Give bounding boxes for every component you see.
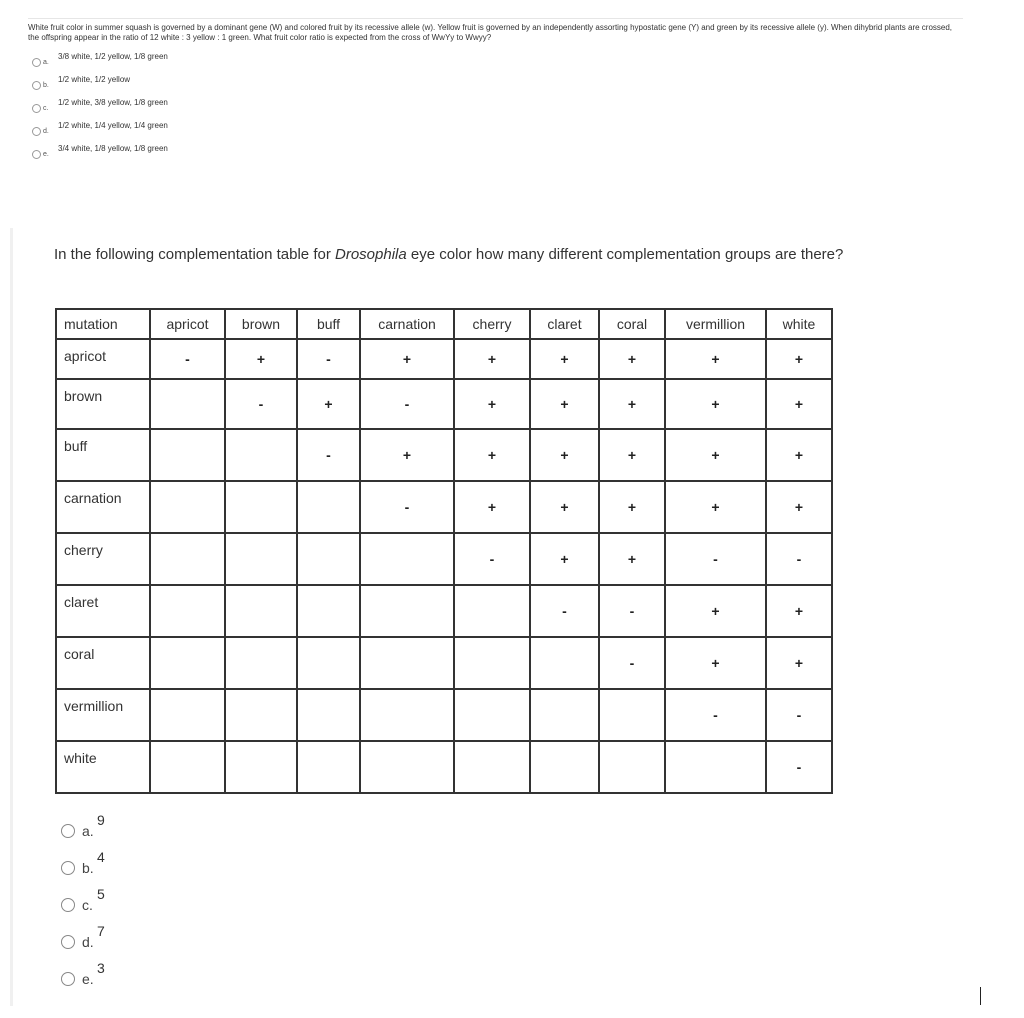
question-1-option-a[interactable] [28, 51, 963, 74]
table-row [56, 379, 832, 429]
table-cell: + [297, 379, 360, 429]
table-row [56, 741, 832, 793]
option-letter: e. [43, 151, 49, 158]
radio-button-e[interactable] [32, 150, 41, 159]
option-letter: c. [43, 105, 49, 112]
table-cell [360, 533, 454, 585]
column-header: claret [530, 309, 599, 339]
table-cell: + [665, 429, 766, 481]
question-2-text-before: In the following complementation table for [54, 246, 335, 263]
table-cell [360, 637, 454, 689]
table-cell: - [766, 689, 832, 741]
option-text[interactable]: 3/8 white, 1/2 yellow, 1/8 green [58, 52, 168, 61]
table-cell [225, 637, 297, 689]
row-label: brown [56, 379, 150, 429]
column-header: cherry [454, 309, 530, 339]
table-cell [599, 689, 665, 741]
table-cell: + [530, 339, 599, 379]
table-cell: - [530, 585, 599, 637]
question-1-option-e[interactable] [28, 143, 963, 166]
table-cell [150, 585, 225, 637]
table-cell: + [766, 379, 832, 429]
table-cell [360, 689, 454, 741]
table-cell [297, 637, 360, 689]
option-letter: b. [43, 82, 49, 89]
option-letter: a. [82, 823, 94, 839]
option-letter: c. [82, 897, 93, 913]
table-cell: + [454, 481, 530, 533]
question-2-text [54, 246, 843, 263]
option-text[interactable]: 5 [97, 886, 105, 902]
table-cell [297, 481, 360, 533]
table-cell [150, 379, 225, 429]
table-cell: + [599, 429, 665, 481]
table-cell [150, 533, 225, 585]
table-row [56, 585, 832, 637]
table-cell: - [766, 533, 832, 585]
table-cell: + [665, 637, 766, 689]
table-row [56, 533, 832, 585]
option-text[interactable]: 4 [97, 849, 105, 865]
text-cursor [980, 987, 981, 1005]
table-cell: + [530, 481, 599, 533]
table-cell [150, 481, 225, 533]
radio-button-a[interactable] [32, 58, 41, 67]
table-row [56, 637, 832, 689]
column-header: buff [297, 309, 360, 339]
table-cell: + [766, 429, 832, 481]
question-2 [10, 228, 1024, 1006]
radio-button-e[interactable] [61, 972, 75, 986]
option-letter: a. [43, 59, 49, 66]
radio-button-b[interactable] [61, 861, 75, 875]
row-label: claret [56, 585, 150, 637]
table-cell: - [454, 533, 530, 585]
question-2-options [61, 812, 161, 1001]
table-cell [297, 533, 360, 585]
option-text[interactable]: 9 [97, 812, 105, 828]
table-cell: + [665, 585, 766, 637]
table-cell [225, 689, 297, 741]
table-header-row [56, 309, 832, 339]
complementation-table [55, 308, 833, 794]
option-letter: d. [43, 128, 49, 135]
question-2-option-e[interactable] [61, 960, 161, 1001]
table-cell [297, 689, 360, 741]
table-cell: - [297, 429, 360, 481]
radio-button-d[interactable] [61, 935, 75, 949]
row-label: white [56, 741, 150, 793]
table-cell [225, 429, 297, 481]
table-cell: - [766, 741, 832, 793]
table-cell: + [454, 339, 530, 379]
option-text[interactable]: 1/2 white, 3/8 yellow, 1/8 green [58, 98, 168, 107]
table-row [56, 339, 832, 379]
column-header: coral [599, 309, 665, 339]
table-cell: + [225, 339, 297, 379]
table-cell [360, 585, 454, 637]
table-cell [454, 741, 530, 793]
table-row [56, 481, 832, 533]
option-letter: d. [82, 934, 94, 950]
table-cell: + [530, 429, 599, 481]
question-1-option-b[interactable] [28, 74, 963, 97]
option-text[interactable]: 3 [97, 960, 105, 976]
radio-button-a[interactable] [61, 824, 75, 838]
table-cell: + [766, 637, 832, 689]
table-cell [454, 637, 530, 689]
radio-button-d[interactable] [32, 127, 41, 136]
table-cell: + [665, 339, 766, 379]
question-2-text-italic: Drosophila [335, 246, 407, 263]
table-row [56, 429, 832, 481]
table-cell: + [766, 339, 832, 379]
table-cell [665, 741, 766, 793]
question-2-option-c[interactable] [61, 886, 161, 927]
table-cell [225, 533, 297, 585]
column-header: vermillion [665, 309, 766, 339]
table-cell: + [766, 481, 832, 533]
option-text[interactable]: 1/2 white, 1/4 yellow, 1/4 green [58, 121, 168, 130]
column-header: carnation [360, 309, 454, 339]
option-text[interactable]: 1/2 white, 1/2 yellow [58, 75, 131, 84]
question-2-option-a[interactable] [61, 812, 161, 853]
table-cell: - [599, 585, 665, 637]
radio-button-b[interactable] [32, 81, 41, 90]
column-header: brown [225, 309, 297, 339]
option-letter: b. [82, 860, 94, 876]
row-label: carnation [56, 481, 150, 533]
table-cell [297, 585, 360, 637]
table-cell [454, 585, 530, 637]
table-cell: - [599, 637, 665, 689]
question-1-option-d[interactable] [28, 120, 963, 143]
table-body [56, 339, 832, 793]
table-corner-header: mutation [56, 309, 150, 339]
table-cell: + [665, 481, 766, 533]
table-cell [454, 689, 530, 741]
radio-button-c[interactable] [61, 898, 75, 912]
table-cell: - [360, 481, 454, 533]
table-cell: + [599, 379, 665, 429]
question-1 [28, 18, 963, 166]
table-cell: + [766, 585, 832, 637]
table-row [56, 689, 832, 741]
table-cell: - [665, 689, 766, 741]
table-cell [297, 741, 360, 793]
question-2-option-d[interactable] [61, 923, 161, 964]
table-cell: + [530, 533, 599, 585]
table-cell [150, 429, 225, 481]
question-1-options [28, 51, 963, 166]
question-1-option-c[interactable] [28, 97, 963, 120]
table-cell: + [599, 533, 665, 585]
row-label: vermillion [56, 689, 150, 741]
radio-button-c[interactable] [32, 104, 41, 113]
table-cell [360, 741, 454, 793]
option-text[interactable]: 3/4 white, 1/8 yellow, 1/8 green [58, 144, 168, 153]
table-cell [225, 481, 297, 533]
table-cell [530, 637, 599, 689]
table-cell: + [599, 339, 665, 379]
table-cell [225, 741, 297, 793]
table-cell [150, 689, 225, 741]
table-cell [530, 689, 599, 741]
table-cell: + [599, 481, 665, 533]
table-cell: + [530, 379, 599, 429]
question-2-option-b[interactable] [61, 849, 161, 890]
table-cell [150, 637, 225, 689]
question-2-text-after: eye color how many different complementation groups are there? [406, 246, 844, 263]
table-cell [150, 741, 225, 793]
table-cell: + [454, 429, 530, 481]
table-cell: - [665, 533, 766, 585]
table-cell: - [150, 339, 225, 379]
table-cell: + [454, 379, 530, 429]
table-cell: + [360, 429, 454, 481]
column-header: white [766, 309, 832, 339]
row-label: buff [56, 429, 150, 481]
row-label: apricot [56, 339, 150, 379]
table-cell: - [297, 339, 360, 379]
table-cell: - [225, 379, 297, 429]
table-cell [225, 585, 297, 637]
option-text[interactable]: 7 [97, 923, 105, 939]
row-label: coral [56, 637, 150, 689]
table-cell: - [360, 379, 454, 429]
row-label: cherry [56, 533, 150, 585]
table-cell: + [665, 379, 766, 429]
question-1-text: White fruit color in summer squash is governed by a dominant gene (W) and colored fruit by its recessive allele (w). Yellow fruit is governed by an independently assorting hypostatic gene (Y) and green by its recessive allele (y). When dihybrid plants are crossed, the offspring appear in the ratio of 12 white : 3 yellow : 1 green. What fruit color ratio is expected from the cross of WwYy to Wwyy? [28, 23, 953, 42]
table-cell [530, 741, 599, 793]
column-header: apricot [150, 309, 225, 339]
table-cell [599, 741, 665, 793]
option-letter: e. [82, 971, 94, 987]
table-cell: + [360, 339, 454, 379]
